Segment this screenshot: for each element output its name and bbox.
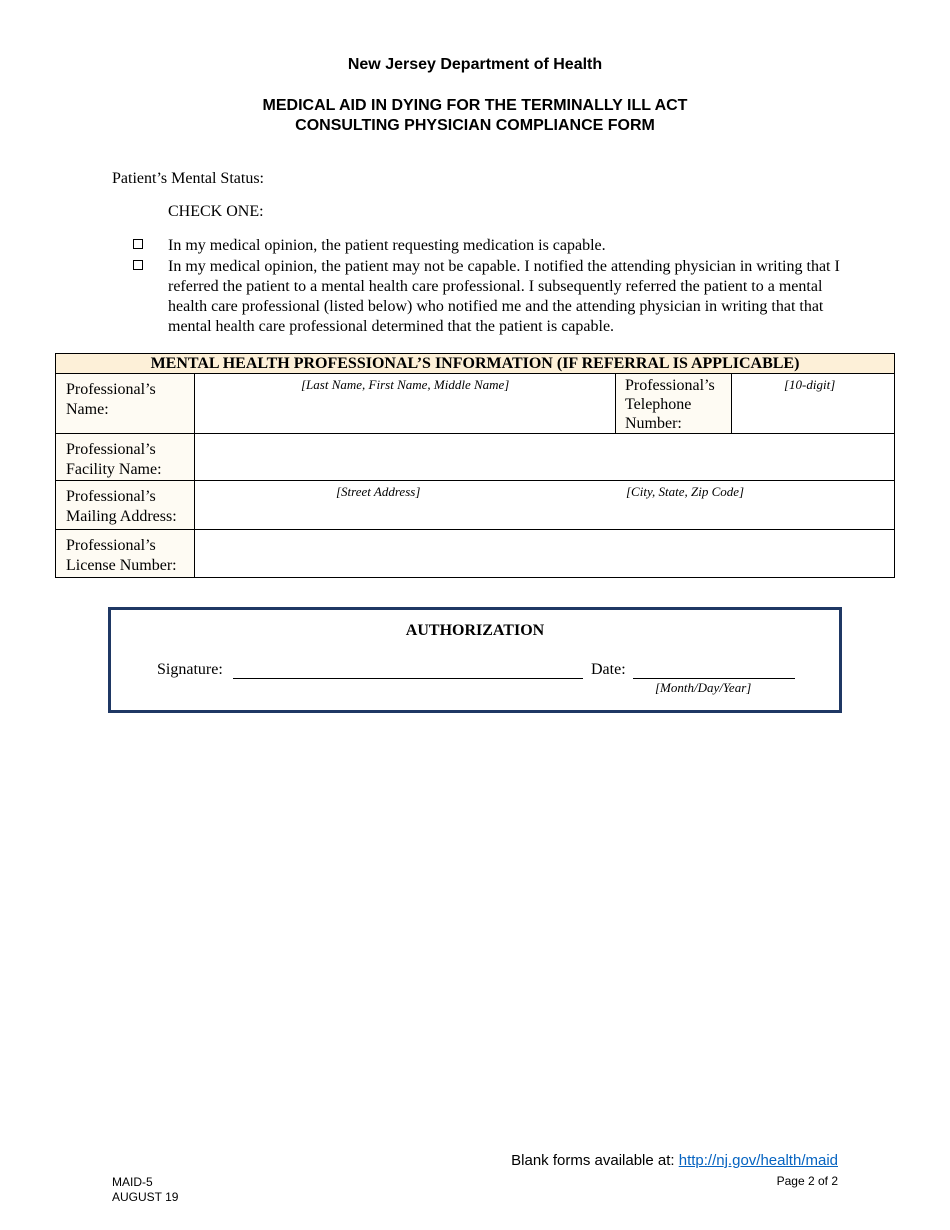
table-header: MENTAL HEALTH PROFESSIONAL’S INFORMATION (IF REFERRAL IS APPLICABLE) xyxy=(56,354,894,374)
form-title-line-1: MEDICAL AID IN DYING FOR THE TERMINALLY ILL ACT xyxy=(262,97,688,114)
table-row-name xyxy=(56,374,894,434)
form-title-line-2: CONSULTING PHYSICIAN COMPLIANCE FORM xyxy=(295,117,655,134)
facility-label: Professional’s Facility Name: xyxy=(56,434,195,480)
facility-field[interactable] xyxy=(196,434,894,480)
page-number: Page 2 of 2 xyxy=(776,1174,838,1188)
authorization-title: AUTHORIZATION xyxy=(405,622,545,639)
blank-forms-text: Blank forms available at: xyxy=(511,1152,679,1169)
agency-name: New Jersey Department of Health xyxy=(347,56,603,73)
date-line[interactable] xyxy=(633,678,795,679)
form-code-id: MAID-5 xyxy=(112,1175,153,1189)
form-title xyxy=(0,96,950,136)
form-code-date: AUGUST 19 xyxy=(112,1190,179,1204)
street-address-field[interactable]: [Street Address] xyxy=(336,484,421,499)
form-code xyxy=(112,1175,178,1205)
address-label: Professional’s Mailing Address: xyxy=(56,481,195,529)
license-label: Professional’s License Number: xyxy=(56,530,195,577)
phone-field[interactable]: [10-digit] xyxy=(784,377,836,392)
option-capable-text: In my medical opinion, the patient requesting medication is capable. xyxy=(168,237,606,254)
date-format-hint: [Month/Day/Year] xyxy=(655,680,752,695)
city-state-zip-field[interactable]: [City, State, Zip Code] xyxy=(626,484,745,499)
maid-forms-link[interactable]: http://nj.gov/health/maid xyxy=(678,1152,838,1169)
blank-forms-note xyxy=(511,1152,838,1169)
check-one-instruction: CHECK ONE: xyxy=(168,203,264,220)
checkbox-capable[interactable] xyxy=(133,239,143,249)
license-field[interactable] xyxy=(196,530,894,577)
mental-health-professional-table xyxy=(55,353,895,578)
table-row-address xyxy=(56,481,894,530)
name-field[interactable]: [Last Name, First Name, Middle Name] xyxy=(301,377,510,392)
name-label: Professional’s Name: xyxy=(56,374,195,433)
option-not-capable-text: In my medical opinion, the patient may not be capable. I notified the attending physician in writing that I referred the patient to a mental health care professional. I subsequently referred the patient to a mental health care professional (listed below) who notified me and the attending physician in writing that that mental health care professional determined that the patient is capable. xyxy=(168,258,840,335)
table-row-license xyxy=(56,530,894,577)
authorization-box xyxy=(108,607,842,713)
table-row-facility xyxy=(56,434,894,481)
signature-label: Signature: xyxy=(157,661,223,678)
mental-status-label: Patient’s Mental Status: xyxy=(112,170,264,187)
phone-label: Professional’s Telephone Number: xyxy=(615,374,732,433)
date-label: Date: xyxy=(591,661,626,678)
checkbox-not-capable[interactable] xyxy=(133,260,143,270)
signature-line[interactable] xyxy=(233,678,583,679)
